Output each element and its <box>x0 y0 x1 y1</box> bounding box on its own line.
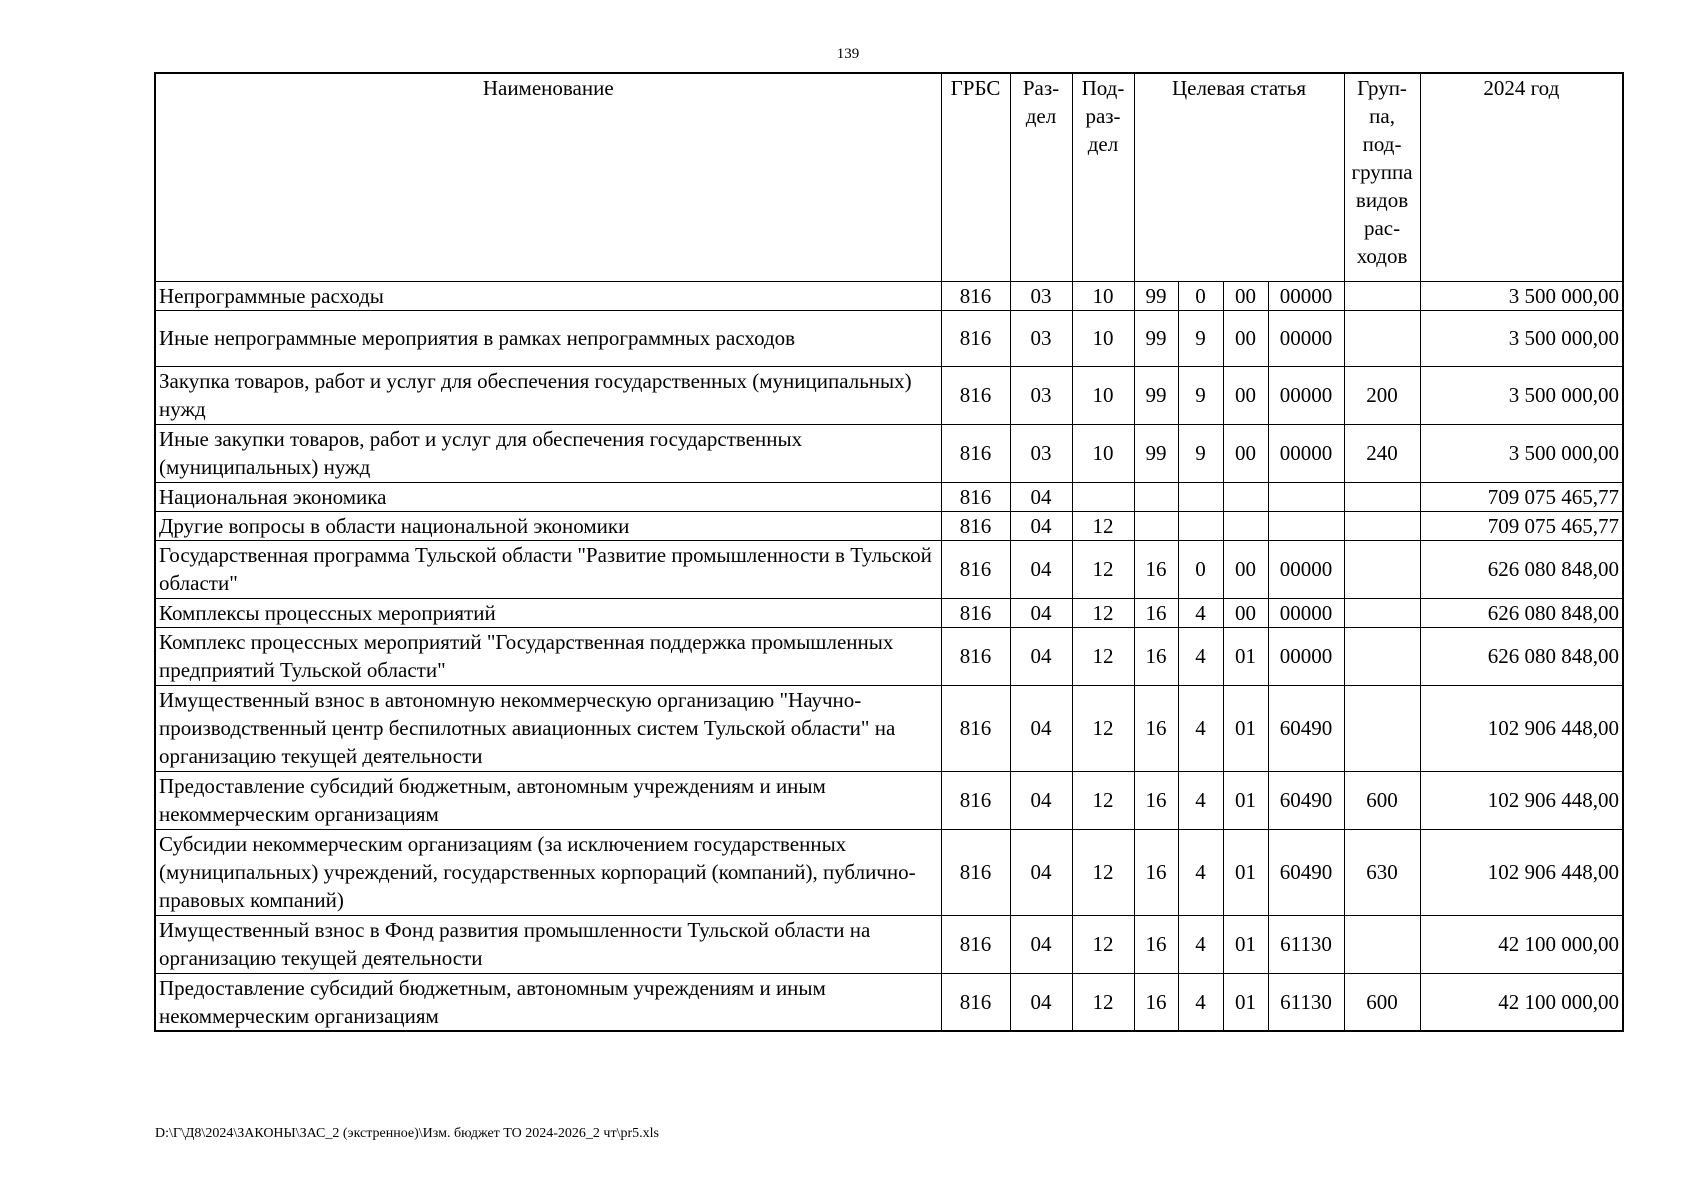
table-cell-target-subprogram: 01 <box>1223 915 1268 973</box>
table-row <box>155 771 1623 829</box>
table-cell-target-subprogram: 00 <box>1223 366 1268 424</box>
table-cell-name: Непрограммные расходы <box>155 281 941 310</box>
table-cell-razdel: 04 <box>1010 829 1072 915</box>
table-cell-podrazdel: 12 <box>1072 829 1134 915</box>
table-cell-amount-2024: 626 080 848,00 <box>1420 598 1623 627</box>
table-cell-expense-group: 630 <box>1344 829 1420 915</box>
table-cell-razdel: 03 <box>1010 424 1072 482</box>
table-cell-expense-group <box>1344 482 1420 511</box>
table-row <box>155 598 1623 627</box>
table-cell-name: Иные непрограммные мероприятия в рамках непрограммных расходов <box>155 310 941 366</box>
table-cell-target-subprogram: 01 <box>1223 627 1268 685</box>
table-cell-target-type: 9 <box>1178 366 1223 424</box>
table-cell-amount-2024: 42 100 000,00 <box>1420 915 1623 973</box>
table-cell-amount-2024: 102 906 448,00 <box>1420 829 1623 915</box>
table-cell-podrazdel: 12 <box>1072 685 1134 771</box>
table-cell-razdel: 04 <box>1010 627 1072 685</box>
table-cell-amount-2024: 42 100 000,00 <box>1420 973 1623 1031</box>
table-cell-expense-group: 600 <box>1344 973 1420 1031</box>
table-cell-target-program: 99 <box>1134 310 1178 366</box>
table-cell-name: Закупка товаров, работ и услуг для обеспечения государственных (муниципальных) нужд <box>155 366 941 424</box>
table-cell-target-subprogram: 00 <box>1223 540 1268 598</box>
table-cell-expense-group <box>1344 310 1420 366</box>
table-cell-amount-2024: 626 080 848,00 <box>1420 540 1623 598</box>
table-cell-name: Предоставление субсидий бюджетным, автономным учреждениям и иным некоммерческим организациям <box>155 771 941 829</box>
table-cell-target-type: 4 <box>1178 771 1223 829</box>
header-podrazdel: Под- раз- дел <box>1072 73 1134 281</box>
table-cell-target-program <box>1134 511 1178 540</box>
table-cell-expense-group <box>1344 598 1420 627</box>
table-cell-expense-group <box>1344 540 1420 598</box>
table-cell-razdel: 04 <box>1010 771 1072 829</box>
table-cell-razdel: 04 <box>1010 685 1072 771</box>
table-row <box>155 973 1623 1031</box>
table-cell-razdel: 04 <box>1010 973 1072 1031</box>
table-cell-name: Субсидии некоммерческим организациям (за исключением государственных (муниципальных) учреждений, государственных корпораций (компаний), публично-правовых компаний) <box>155 829 941 915</box>
table-cell-target-type: 9 <box>1178 310 1223 366</box>
header-grbs: ГРБС <box>941 73 1010 281</box>
table-cell-expense-group: 240 <box>1344 424 1420 482</box>
table-cell-amount-2024: 3 500 000,00 <box>1420 281 1623 310</box>
table-cell-name: Имущественный взнос в Фонд развития промышленности Тульской области на организацию текущей деятельности <box>155 915 941 973</box>
table-cell-grbs: 816 <box>941 281 1010 310</box>
table-cell-target-type: 0 <box>1178 540 1223 598</box>
table-cell-grbs: 816 <box>941 424 1010 482</box>
table-cell-target-subprogram <box>1223 482 1268 511</box>
table-cell-grbs: 816 <box>941 540 1010 598</box>
table-cell-grbs: 816 <box>941 685 1010 771</box>
table-cell-razdel: 04 <box>1010 915 1072 973</box>
table-cell-grbs: 816 <box>941 511 1010 540</box>
table-cell-target-type: 4 <box>1178 685 1223 771</box>
table-cell-amount-2024: 626 080 848,00 <box>1420 627 1623 685</box>
table-cell-expense-group <box>1344 685 1420 771</box>
table-cell-target-direction: 60490 <box>1268 829 1344 915</box>
table-cell-target-direction: 00000 <box>1268 540 1344 598</box>
header-year-2024: 2024 год <box>1420 73 1623 281</box>
table-cell-amount-2024: 102 906 448,00 <box>1420 685 1623 771</box>
table-row <box>155 829 1623 915</box>
table-cell-grbs: 816 <box>941 598 1010 627</box>
budget-table <box>154 72 1624 1032</box>
table-cell-target-subprogram: 00 <box>1223 598 1268 627</box>
table-cell-podrazdel <box>1072 482 1134 511</box>
table-cell-name: Предоставление субсидий бюджетным, автономным учреждениям и иным некоммерческим организациям <box>155 973 941 1031</box>
table-cell-target-type: 4 <box>1178 627 1223 685</box>
table-cell-target-subprogram: 01 <box>1223 973 1268 1031</box>
table-cell-razdel: 03 <box>1010 310 1072 366</box>
table-cell-amount-2024: 3 500 000,00 <box>1420 366 1623 424</box>
table-cell-target-direction: 60490 <box>1268 685 1344 771</box>
table-cell-target-subprogram: 00 <box>1223 281 1268 310</box>
table-cell-razdel: 04 <box>1010 540 1072 598</box>
table-row <box>155 482 1623 511</box>
table-row <box>155 424 1623 482</box>
table-cell-target-direction <box>1268 482 1344 511</box>
table-cell-name: Национальная экономика <box>155 482 941 511</box>
table-cell-target-direction: 00000 <box>1268 627 1344 685</box>
table-cell-expense-group <box>1344 627 1420 685</box>
table-cell-target-program: 16 <box>1134 915 1178 973</box>
table-cell-target-type: 0 <box>1178 281 1223 310</box>
table-cell-target-subprogram: 00 <box>1223 310 1268 366</box>
table-cell-grbs: 816 <box>941 771 1010 829</box>
table-cell-target-type: 4 <box>1178 829 1223 915</box>
table-cell-podrazdel: 12 <box>1072 973 1134 1031</box>
table-row <box>155 310 1623 366</box>
table-cell-target-program: 16 <box>1134 973 1178 1031</box>
table-cell-target-program: 16 <box>1134 829 1178 915</box>
table-cell-target-direction: 00000 <box>1268 598 1344 627</box>
table-cell-target-type: 4 <box>1178 915 1223 973</box>
table-cell-grbs: 816 <box>941 310 1010 366</box>
table-cell-name: Комплекс процессных мероприятий "Государственная поддержка промышленных предприятий Тульской области" <box>155 627 941 685</box>
table-cell-target-type <box>1178 482 1223 511</box>
table-cell-target-subprogram: 01 <box>1223 829 1268 915</box>
table-row <box>155 281 1623 310</box>
table-cell-podrazdel: 12 <box>1072 540 1134 598</box>
table-cell-razdel: 03 <box>1010 366 1072 424</box>
table-cell-podrazdel: 12 <box>1072 771 1134 829</box>
table-cell-target-type: 4 <box>1178 973 1223 1031</box>
table-cell-podrazdel: 12 <box>1072 511 1134 540</box>
table-cell-amount-2024: 102 906 448,00 <box>1420 771 1623 829</box>
table-cell-target-program: 16 <box>1134 540 1178 598</box>
table-cell-grbs: 816 <box>941 973 1010 1031</box>
table-cell-expense-group <box>1344 915 1420 973</box>
table-cell-grbs: 816 <box>941 482 1010 511</box>
table-cell-amount-2024: 709 075 465,77 <box>1420 482 1623 511</box>
table-cell-target-direction: 00000 <box>1268 424 1344 482</box>
table-cell-target-program: 16 <box>1134 771 1178 829</box>
table-cell-target-direction <box>1268 511 1344 540</box>
table-cell-expense-group <box>1344 281 1420 310</box>
table-row <box>155 915 1623 973</box>
table-cell-target-program: 99 <box>1134 281 1178 310</box>
header-expense-group: Груп- па, под- группа видов рас- ходов <box>1344 73 1420 281</box>
table-cell-podrazdel: 12 <box>1072 598 1134 627</box>
table-cell-razdel: 03 <box>1010 281 1072 310</box>
table-cell-target-direction: 60490 <box>1268 771 1344 829</box>
table-cell-target-subprogram: 01 <box>1223 771 1268 829</box>
table-cell-podrazdel: 12 <box>1072 627 1134 685</box>
table-cell-target-type <box>1178 511 1223 540</box>
table-cell-name: Иные закупки товаров, работ и услуг для обеспечения государственных (муниципальных) нужд <box>155 424 941 482</box>
table-cell-podrazdel: 10 <box>1072 310 1134 366</box>
table-row <box>155 685 1623 771</box>
table-cell-target-subprogram <box>1223 511 1268 540</box>
header-razdel: Раз- дел <box>1010 73 1072 281</box>
table-cell-expense-group: 200 <box>1344 366 1420 424</box>
table-cell-razdel: 04 <box>1010 598 1072 627</box>
table-row <box>155 511 1623 540</box>
table-row <box>155 627 1623 685</box>
table-cell-podrazdel: 10 <box>1072 281 1134 310</box>
table-cell-razdel: 04 <box>1010 511 1072 540</box>
table-cell-target-program: 16 <box>1134 598 1178 627</box>
table-cell-amount-2024: 3 500 000,00 <box>1420 310 1623 366</box>
table-header-row <box>155 73 1623 281</box>
table-cell-amount-2024: 709 075 465,77 <box>1420 511 1623 540</box>
table-cell-podrazdel: 10 <box>1072 366 1134 424</box>
header-name: Наименование <box>155 73 941 281</box>
table-cell-podrazdel: 12 <box>1072 915 1134 973</box>
table-cell-target-direction: 00000 <box>1268 310 1344 366</box>
table-cell-target-direction: 00000 <box>1268 281 1344 310</box>
table-cell-name: Комплексы процессных мероприятий <box>155 598 941 627</box>
table-cell-name: Имущественный взнос в автономную некоммерческую организацию "Научно-производственный центр беспилотных авиационных систем Тульской области" на организацию текущей деятельности <box>155 685 941 771</box>
table-cell-target-program: 16 <box>1134 685 1178 771</box>
table-body <box>155 281 1623 1031</box>
table-cell-amount-2024: 3 500 000,00 <box>1420 424 1623 482</box>
table-cell-target-subprogram: 00 <box>1223 424 1268 482</box>
table-cell-target-program: 16 <box>1134 627 1178 685</box>
page-number: 139 <box>836 46 860 62</box>
file-path-footer: D:\Г\Д8\2024\ЗАКОНЫ\ЗАС_2 (экстренное)\Изм. бюджет ТО 2024-2026_2 чт\pr5.xls <box>155 1126 659 1141</box>
table-cell-target-direction: 61130 <box>1268 973 1344 1031</box>
table-cell-target-program: 99 <box>1134 424 1178 482</box>
table-cell-target-direction: 61130 <box>1268 915 1344 973</box>
table-cell-target-subprogram: 01 <box>1223 685 1268 771</box>
table-cell-podrazdel: 10 <box>1072 424 1134 482</box>
table-cell-target-type: 4 <box>1178 598 1223 627</box>
table-cell-grbs: 816 <box>941 915 1010 973</box>
table-row <box>155 540 1623 598</box>
table-row <box>155 366 1623 424</box>
table-cell-razdel: 04 <box>1010 482 1072 511</box>
table-cell-expense-group: 600 <box>1344 771 1420 829</box>
header-target-article: Целевая статья <box>1134 73 1344 281</box>
table-cell-grbs: 816 <box>941 627 1010 685</box>
table-cell-target-direction: 00000 <box>1268 366 1344 424</box>
table-cell-target-program <box>1134 482 1178 511</box>
table-cell-target-type: 9 <box>1178 424 1223 482</box>
table-cell-expense-group <box>1344 511 1420 540</box>
table-cell-grbs: 816 <box>941 829 1010 915</box>
table-cell-name: Другие вопросы в области национальной экономики <box>155 511 941 540</box>
table-cell-target-program: 99 <box>1134 366 1178 424</box>
table-cell-name: Государственная программа Тульской области "Развитие промышленности в Тульской области" <box>155 540 941 598</box>
table-cell-grbs: 816 <box>941 366 1010 424</box>
